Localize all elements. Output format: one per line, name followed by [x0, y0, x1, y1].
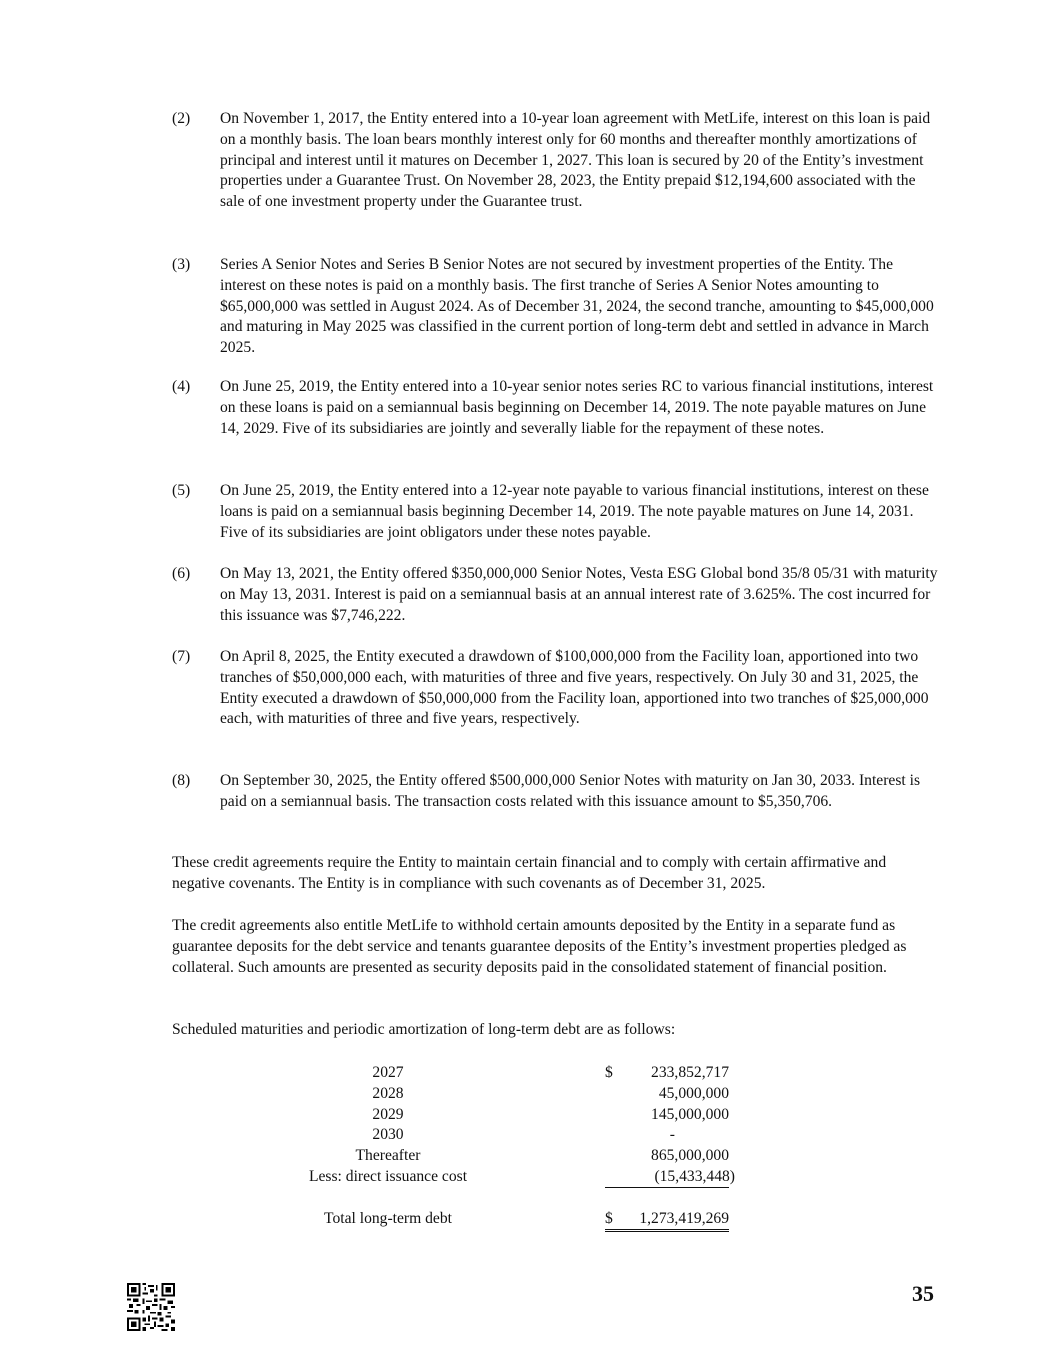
- page-number: 35: [912, 1281, 934, 1306]
- row-value: 233,852,717: [651, 1064, 729, 1081]
- note-text: On June 25, 2019, the Entity entered into a 10-year senior notes series RC to various financial institutions, interest on these loans is paid on a semiannual basis beginning on December 14, 2019. The note payable matures on June 14, 2029. Five of its subsidiaries are jointly and severally liable for the repayment of these notes.: [220, 378, 934, 437]
- note-4: [172, 377, 942, 439]
- maturity-schedule-table: [290, 1063, 750, 1229]
- table-row: [290, 1146, 750, 1167]
- note-number: (6): [172, 565, 191, 582]
- row-label: 2028: [372, 1084, 404, 1102]
- note-text: On September 30, 2025, the Entity offered $500,000,000 Senior Notes with maturity on Jan 30, 2033. Interest is paid on a semiannual basis. The transaction costs related with this issuance amount to $5,350,706.: [220, 772, 921, 810]
- table-row: [290, 1125, 750, 1146]
- row-value: 865,000,000: [651, 1147, 729, 1165]
- schedule-intro: Scheduled maturities and periodic amortization of long-term debt are as follows:: [172, 1021, 676, 1038]
- note-number: (4): [172, 378, 191, 395]
- note-text: On May 13, 2021, the Entity offered $350,000,000 Senior Notes, Vesta ESG Global bond 35/8 05/31 with maturity on May 13, 2031. Interest is paid on a semiannual basis at an annual interest rate of 3.625%. The cost incurred for this issuance was $7,746,222.: [220, 565, 938, 624]
- qr-code-icon: [127, 1283, 175, 1331]
- note-8: [172, 771, 942, 813]
- row-label: 2030: [372, 1126, 404, 1144]
- note-number: (5): [172, 482, 191, 499]
- table-row: [290, 1167, 750, 1188]
- table-row: [290, 1105, 750, 1126]
- covenants-paragraph: These credit agreements require the Entity to maintain certain financial and to comply with certain affirmative and negative covenants. The Entity is in compliance with such covenants as of December 31, 2025.: [172, 854, 887, 892]
- note-number: (8): [172, 772, 191, 789]
- guarantee-deposits-paragraph: The credit agreements also entitle MetLife to withhold certain amounts deposited by the Entity in a separate fund as guarantee deposits for the debt service and tenants guarantee deposits of the Entity’s investment properties pledged as collateral. Such amounts are presented as security deposits paid in the consolidated statement of financial position.: [172, 917, 907, 976]
- total-value: 1,273,419,269: [639, 1209, 729, 1227]
- table-row: [290, 1084, 750, 1105]
- row-value: 145,000,000: [651, 1105, 729, 1123]
- note-7: [172, 647, 942, 730]
- note-6: [172, 564, 942, 626]
- note-text: On June 25, 2019, the Entity entered into a 12-year note payable to various financial institutions, interest on these loans is paid on a semiannual basis beginning December 14, 2019. The note payable matures on June 14, 2031. Five of its subsidiaries are joint obligators under these notes payable.: [220, 482, 929, 541]
- spacer: [290, 1188, 750, 1209]
- note-number: (2): [172, 110, 191, 127]
- total-label: Total long-term debt: [324, 1209, 452, 1227]
- row-value: (15,433,448): [654, 1167, 735, 1185]
- note-number: (3): [172, 256, 191, 273]
- table-row: [290, 1063, 750, 1084]
- note-text: Series A Senior Notes and Series B Senior Notes are not secured by investment properties of the Entity. The interest on these notes is paid on a monthly basis. The first tranche of Series A Senior Notes amounting to $65,000,000 was settled in August 2024. As of December 31, 2024, the second tranche, amounting to $45,000,000 and maturing in May 2025 was classified in the current portion of long-term debt and settled in advance in March 2025.: [220, 256, 934, 357]
- row-value: 45,000,000: [658, 1084, 729, 1102]
- row-label: Less: direct issuance cost: [308, 1167, 468, 1185]
- note-number: (7): [172, 648, 191, 665]
- note-text: On April 8, 2025, the Entity executed a drawdown of $100,000,000 from the Facility loan, apportioned into two tranches of $50,000,000 each, with maturities of three and five years, respectively. On July 30 and 31, 2025, the Entity executed a drawdown of $50,000,000 from the Facility loan, apportioned into two tranches of $25,000,000 each, with maturities of three and five years, respectively.: [220, 648, 929, 728]
- currency-symbol: $: [605, 1209, 613, 1227]
- note-5: [172, 481, 942, 543]
- row-label: Thereafter: [355, 1147, 421, 1165]
- row-label: 2027: [372, 1064, 404, 1081]
- currency-symbol: $: [605, 1064, 613, 1081]
- note-3: [172, 255, 942, 359]
- note-text: On November 1, 2017, the Entity entered into a 10-year loan agreement with MetLife, interest on this loan is paid on a monthly basis. The loan bears monthly interest only for 60 months and thereafter monthly amortizations of principal and interest until it matures on December 1, 2027. This loan is secured by 20 of the Entity’s investment properties under a Guarantee Trust. On November 28, 2023, the Entity prepaid $12,194,600 associated with the sale of one investment property under the Guarantee trust.: [220, 110, 931, 211]
- note-2: [172, 109, 942, 213]
- row-label: 2029: [372, 1105, 404, 1123]
- total-row: [290, 1209, 750, 1230]
- row-value: -: [669, 1126, 675, 1144]
